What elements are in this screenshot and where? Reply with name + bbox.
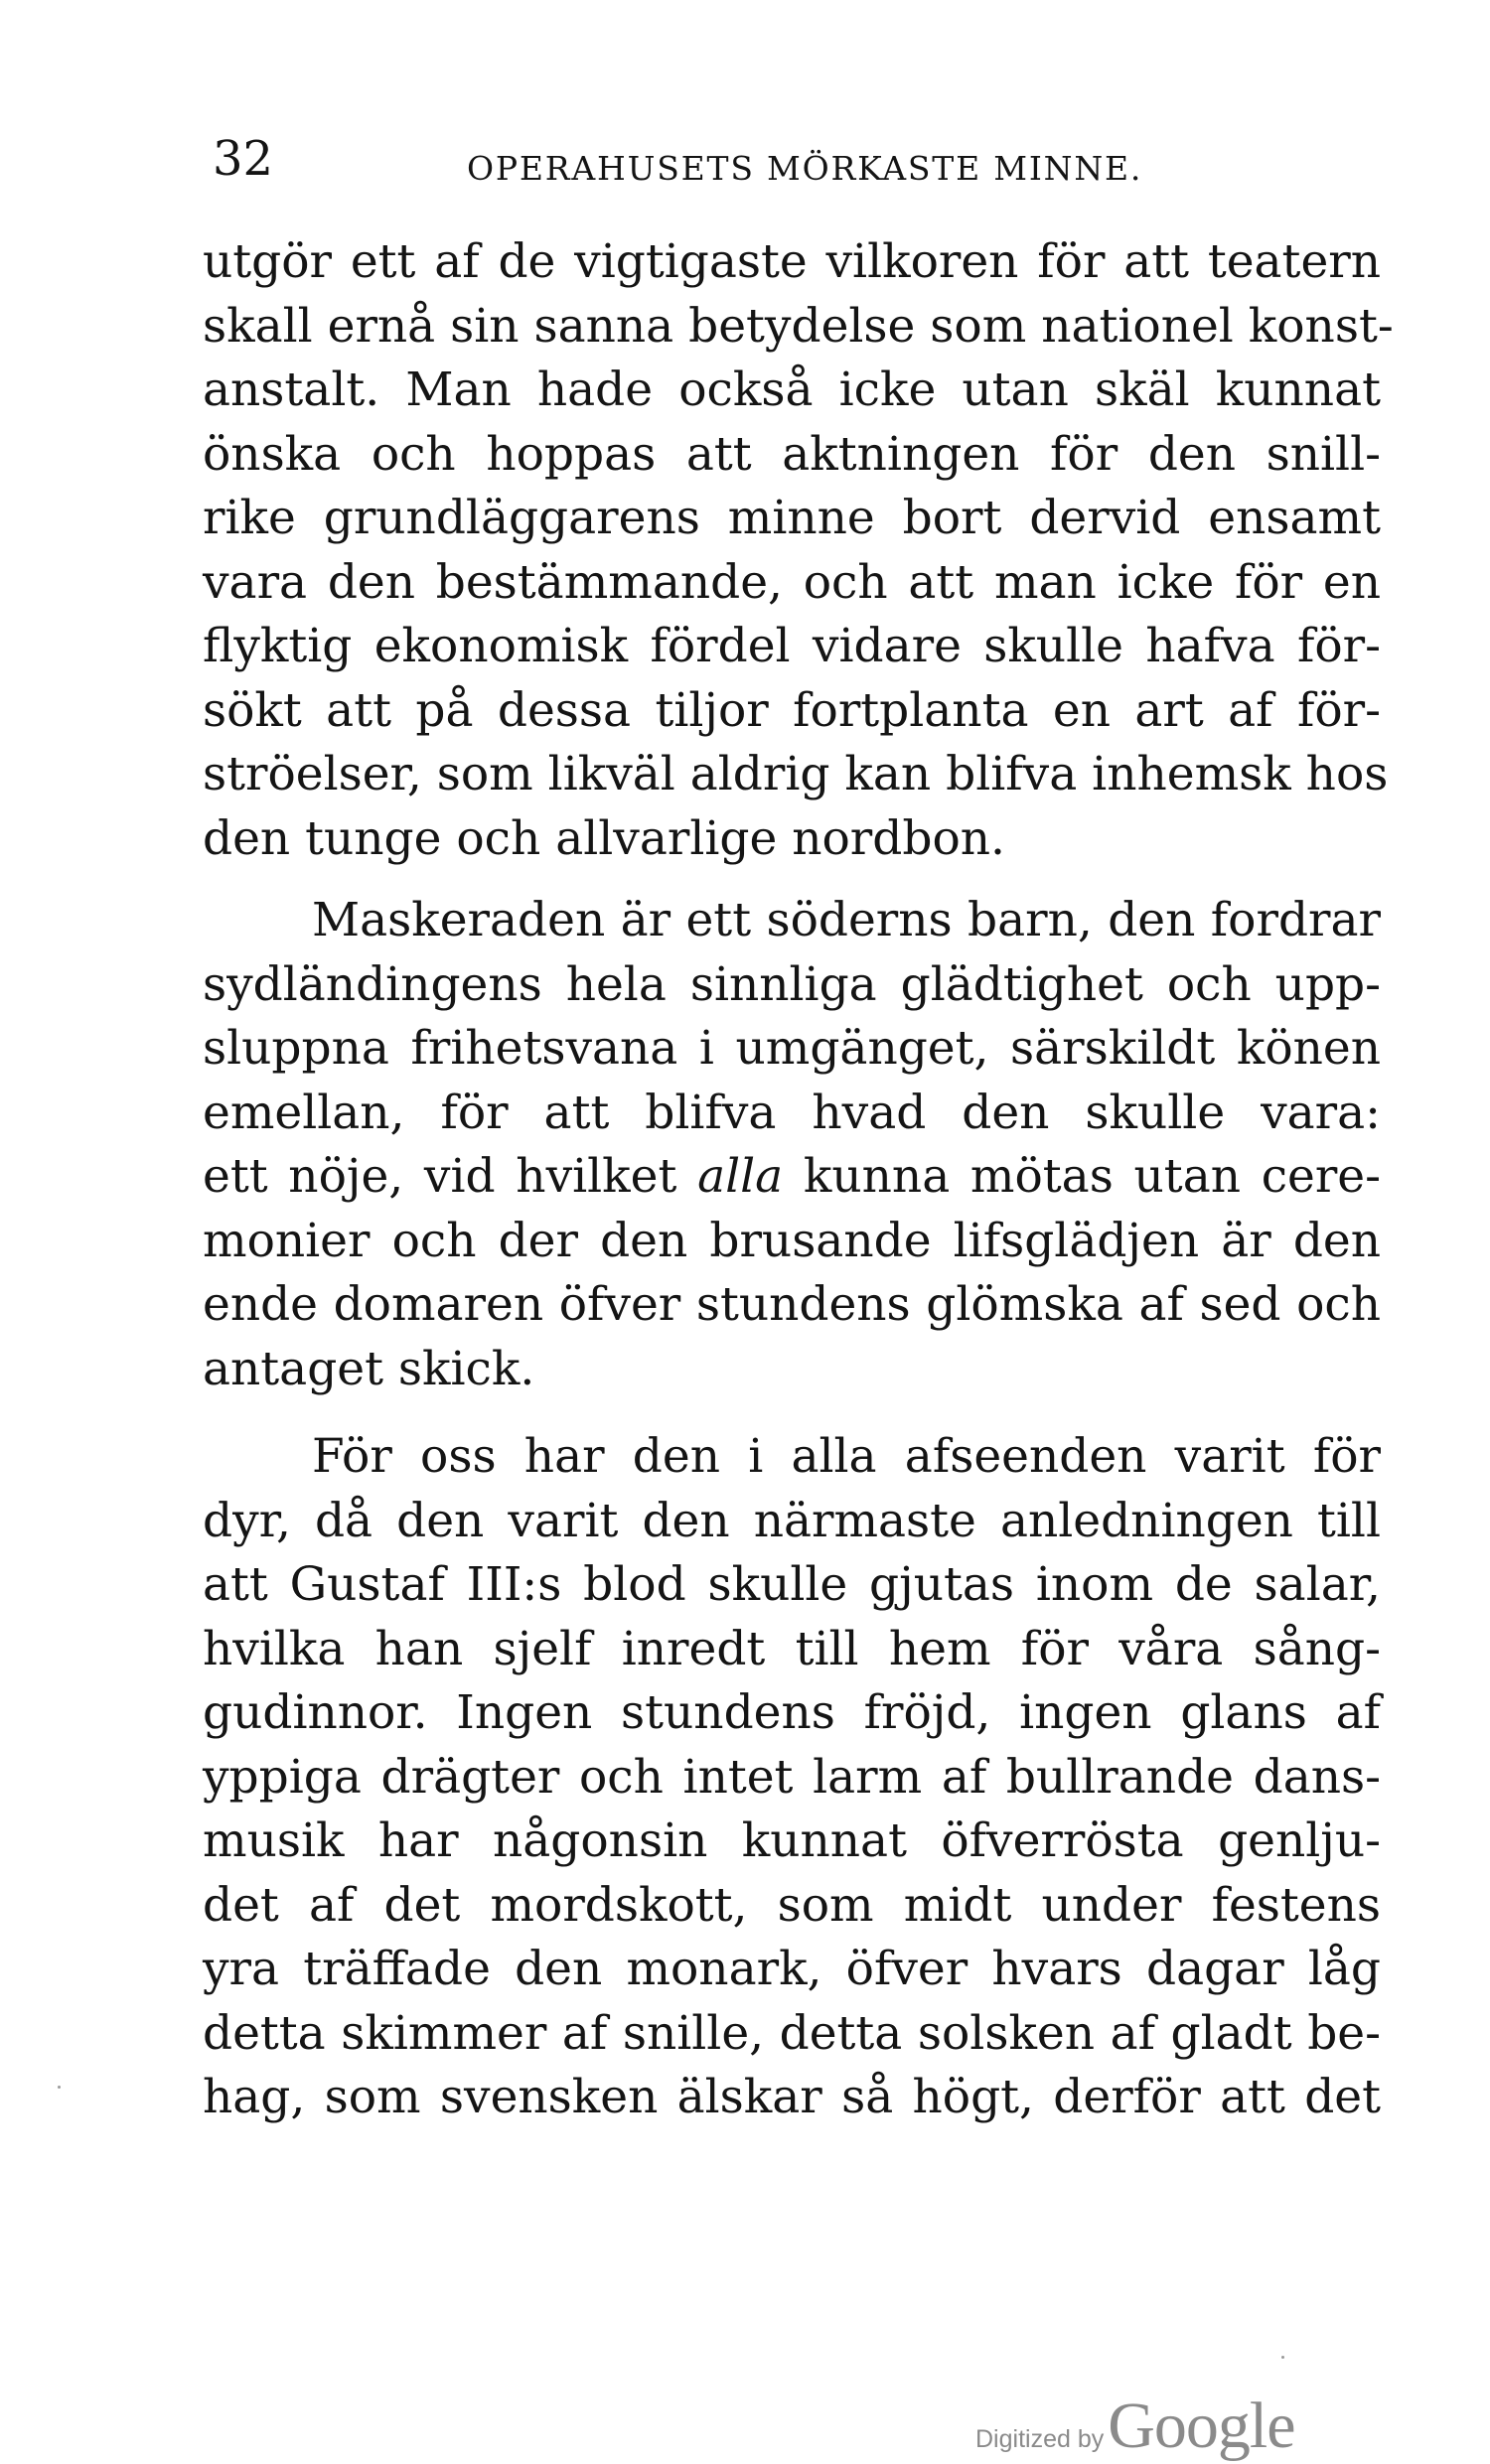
scan-speck bbox=[58, 2086, 61, 2089]
text-line: att Gustaf III:s blod skulle gjutas inom de salar, bbox=[203, 1557, 1381, 1612]
text-line: flyktig ekonomisk fördel vidare skulle hafva för- bbox=[203, 619, 1381, 673]
running-header: OPERAHUSETS MÖRKASTE MINNE. bbox=[467, 149, 1143, 188]
text-line: yppiga drägter och intet larm af bullrande dans- bbox=[203, 1749, 1381, 1805]
text-line: skall ernå sin sanna betydelse som nationel konst- bbox=[203, 298, 1394, 354]
text-line: anstalt. Man hade också icke utan skäl kunnat bbox=[203, 362, 1381, 417]
text-line: hvilka han sjelf inredt till hem för våra sång- bbox=[203, 1621, 1381, 1676]
text-line: antaget skick. bbox=[203, 1341, 535, 1396]
body-text bbox=[203, 230, 1394, 2130]
text-segment: ett nöje, vid hvilket bbox=[203, 1149, 698, 1204]
paragraph-3 bbox=[203, 1425, 1381, 2130]
text-line: önska och hoppas att aktningen för den snill- bbox=[203, 426, 1381, 482]
text-line: hag, som svensken älskar så högt, derför att det bbox=[203, 2070, 1381, 2124]
text-line: dyr, då den varit den närmaste anledningen till bbox=[203, 1493, 1381, 1548]
text-line: emellan, för att blifva hvad den skulle vara: bbox=[203, 1085, 1381, 1140]
watermark-prefix: Digitized by bbox=[975, 2425, 1105, 2453]
text-line: sökt att på dessa tiljor fortplanta en art af för- bbox=[203, 682, 1381, 738]
text-line bbox=[203, 1145, 1381, 1210]
text-line: Maskeraden är ett söderns barn, den fordrar bbox=[312, 893, 1381, 947]
google-logo: Google bbox=[1108, 2390, 1295, 2462]
text-line: musik har någonsin kunnat öfverrösta genlju- bbox=[203, 1813, 1381, 1868]
paragraph-2 bbox=[203, 889, 1381, 1401]
text-line: sluppna frihetsvana i umgänget, särskildt könen bbox=[203, 1021, 1381, 1076]
text-line: detta skimmer af snille, detta solsken af gladt be- bbox=[203, 2005, 1381, 2061]
scan-speck bbox=[1281, 2356, 1284, 2359]
page-number: 32 bbox=[213, 131, 274, 187]
digitized-watermark bbox=[975, 2389, 1295, 2464]
text-line: det af det mordskott, som midt under festens bbox=[203, 1877, 1381, 1933]
text-line: För oss har den i alla afseenden varit för bbox=[312, 1429, 1381, 1484]
text-line: vara den bestämmande, och att man icke för en bbox=[203, 554, 1381, 610]
text-line: ströelser, som likväl aldrig kan blifva inhemsk hos bbox=[203, 747, 1389, 801]
text-line: gudinnor. Ingen stundens fröjd, ingen glans af bbox=[203, 1685, 1381, 1740]
text-line: ende domaren öfver stundens glömska af sed och bbox=[203, 1277, 1381, 1332]
text-line: utgör ett af de vigtigaste vilkoren för att teatern bbox=[203, 234, 1381, 289]
text-line: den tunge och allvarlige nordbon. bbox=[203, 810, 1005, 866]
text-line: monier och der den brusande lifsglädjen är den bbox=[203, 1213, 1381, 1268]
emphasized-word: alla bbox=[697, 1149, 784, 1204]
text-line: rike grundläggarens minne bort dervid ensamt bbox=[203, 491, 1381, 545]
text-line: sydländingens hela sinnliga glädtighet och upp- bbox=[203, 956, 1381, 1012]
text-segment: kunna mötas utan cere- bbox=[783, 1149, 1381, 1204]
text-line: yra träffade den monark, öfver hvars dagar låg bbox=[203, 1942, 1381, 1996]
paragraph-1 bbox=[203, 230, 1394, 871]
